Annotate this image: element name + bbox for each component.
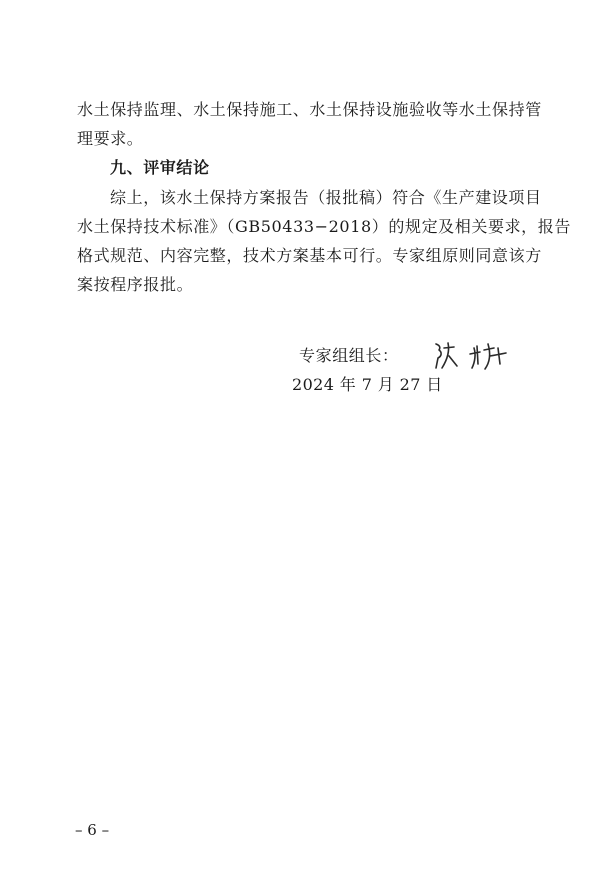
- paragraph-line: 水土保持技术标准》（GB50433−2018）的规定及相关要求，报告: [77, 217, 571, 236]
- page-number: – 6 –: [75, 821, 110, 839]
- signature-date: 2024 年 7 月 27 日: [292, 375, 443, 394]
- paragraph-line: 格式规范、内容完整，技术方案基本可行。专家组原则同意该方: [77, 246, 542, 265]
- signature-label: 专家组组长：: [299, 346, 399, 365]
- paragraph-line: 水土保持监理、水土保持施工、水土保持设施验收等水土保持管: [77, 100, 542, 119]
- handwritten-signature: [430, 338, 520, 374]
- paragraph-line: 案按程序报批。: [77, 275, 194, 294]
- paragraph-line: 理要求。: [77, 129, 144, 148]
- paragraph-line: 综上，该水土保持方案报告（报批稿）符合《生产建设项目: [110, 188, 542, 207]
- section-heading: 九、评审结论: [110, 158, 210, 177]
